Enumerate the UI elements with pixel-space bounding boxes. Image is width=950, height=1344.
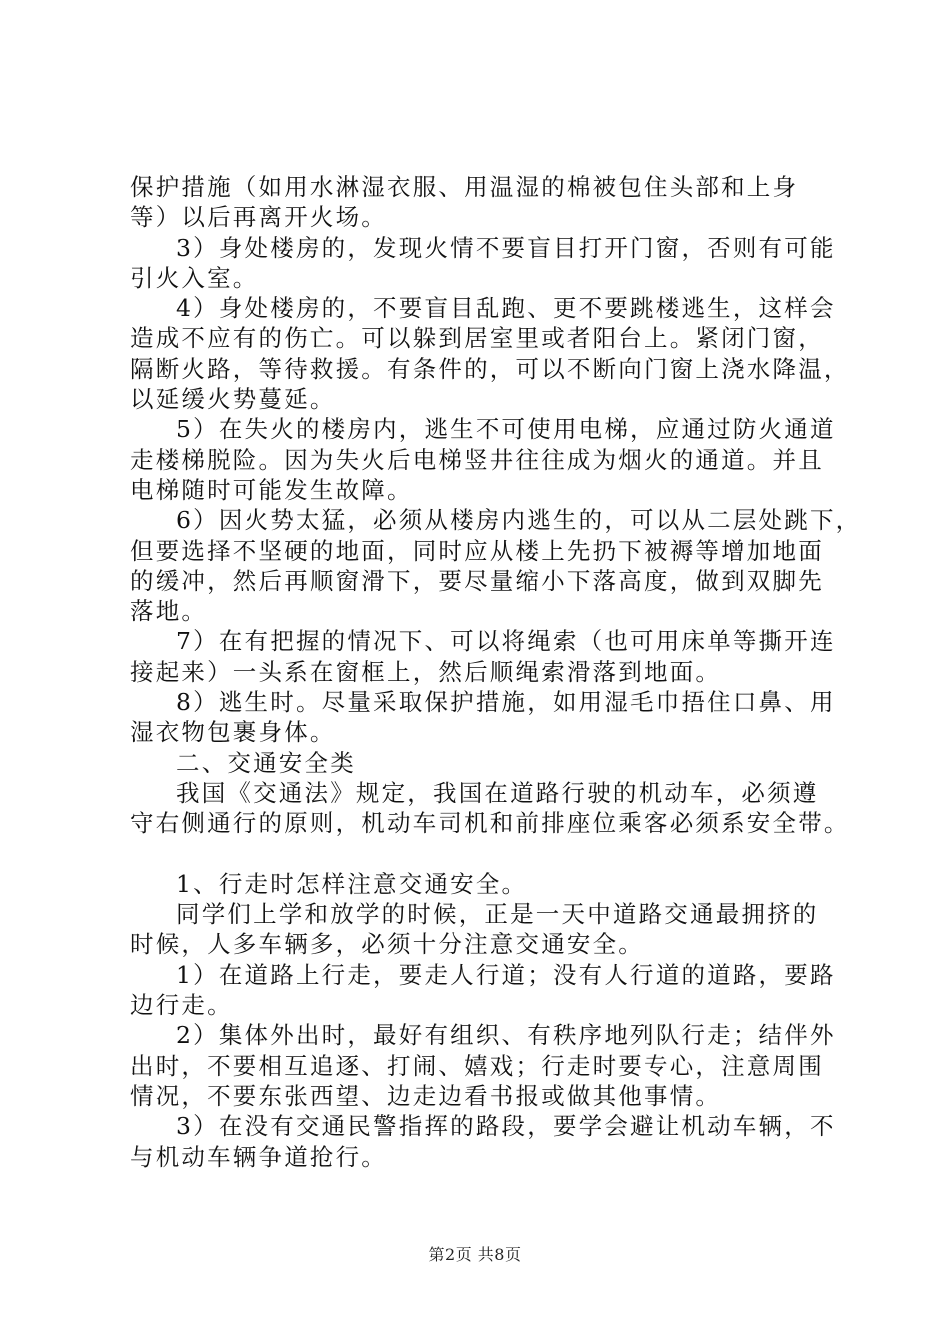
text-line: 守右侧通行的原则，机动车司机和前排座位乘客必须系安全带。 [130, 809, 850, 838]
text-line: 我国《交通法》规定，我国在道路行驶的机动车，必须遵 [176, 778, 819, 807]
text-line: 与机动车辆争道抢行。 [130, 1142, 387, 1171]
text-line: 同学们上学和放学的时候，正是一天中道路交通最拥挤的 [176, 900, 819, 929]
text-line: 隔断火路，等待救援。有条件的，可以不断向门窗上浇水降温， [130, 354, 850, 383]
text-line: 落地。 [130, 597, 208, 626]
text-line: 2）集体外出时，最好有组织、有秩序地列队行走；结伴外 [176, 1021, 836, 1050]
text-line: 1）在道路上行走，要走人行道；没有人行道的道路，要路 [176, 960, 836, 989]
text-line: 8）逃生时。尽量采取保护措施，如用湿毛巾捂住口鼻、用 [176, 688, 836, 717]
text-line: 保护措施（如用水淋湿衣服、用温湿的棉被包住头部和上身 [130, 173, 799, 201]
text-line: 7）在有把握的情况下、可以将绳索（也可用床单等撕开连 [176, 627, 836, 656]
document-body [130, 172, 862, 1172]
text-line: 边行走。 [130, 991, 233, 1020]
blank-line [130, 839, 842, 869]
text-line: 1、行走时怎样注意交通安全。 [176, 869, 528, 898]
text-line: 接起来）一头系在窗框上，然后顺绳索滑落到地面。 [130, 657, 722, 686]
text-line: 等）以后再离开火场。 [130, 203, 387, 232]
text-line: 3）在没有交通民警指挥的路段，要学会避让机动车辆，不 [176, 1112, 836, 1141]
text-line: 以延缓火势蔓延。 [130, 385, 336, 414]
text-line: 情况，不要东张西望、边走边看书报或做其他事情。 [130, 1081, 722, 1110]
text-line: 5）在失火的楼房内，逃生不可使用电梯，应通过防火通道 [176, 415, 836, 444]
page-footer: 第2页 共8页 [428, 1245, 522, 1264]
text-line: 造成不应有的伤亡。可以躲到居室里或者阳台上。紧闭门窗， [130, 324, 824, 353]
text-line: 但要选择不坚硬的地面，同时应从楼上先扔下被褥等增加地面 [130, 536, 824, 565]
text-line: 电梯随时可能发生故障。 [130, 475, 413, 504]
text-line: 二、交通安全类 [176, 748, 356, 777]
text-line: 时候，人多车辆多，必须十分注意交通安全。 [130, 930, 644, 959]
text-line: 湿衣物包裹身体。 [130, 718, 336, 747]
text-line: 6）因火势太猛，必须从楼房内逃生的，可以从二层处跳下， [176, 506, 862, 535]
text-line: 引火入室。 [130, 263, 259, 292]
text-line: 出时，不要相互追逐、打闹、嬉戏；行走时要专心，注意周围 [130, 1051, 824, 1080]
text-line: 走楼梯脱险。因为失火后电梯竖井往往成为烟火的通道。并且 [130, 445, 824, 474]
text-line: 4）身处楼房的，不要盲目乱跑、更不要跳楼逃生，这样会 [176, 294, 836, 323]
text-line: 的缓冲，然后再顺窗滑下，要尽量缩小下落高度，做到双脚先 [130, 566, 824, 595]
text-line: 3）身处楼房的，发现火情不要盲目打开门窗，否则有可能 [176, 233, 836, 262]
